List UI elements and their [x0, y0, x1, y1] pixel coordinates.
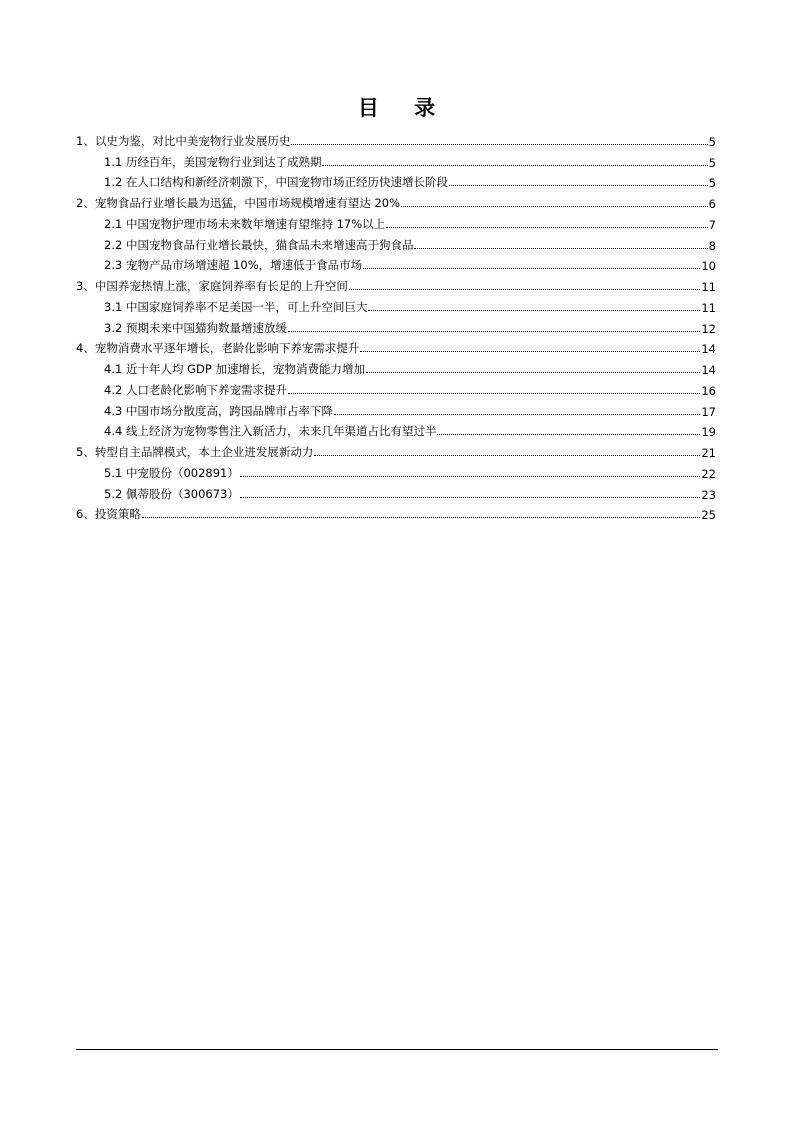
toc-entry-5-1[interactable] — [76, 462, 716, 483]
toc-leader-dots — [288, 393, 700, 394]
toc-entry-label: 5.2 佩蒂股份（300673） — [104, 486, 239, 501]
toc-entry-2-3[interactable] — [76, 255, 716, 276]
toc-leader-dots — [360, 351, 700, 352]
toc-entry-4-4[interactable] — [76, 421, 716, 442]
toc-entry-page: 21 — [701, 446, 716, 460]
toc-entry-5[interactable] — [76, 441, 716, 462]
toc-entry-page: 12 — [701, 321, 716, 336]
page-title: 目 录 — [357, 96, 450, 120]
toc-entry-label: 4.2 人口老龄化影响下养宠需求提升 — [104, 382, 287, 397]
toc-entry-label: 2.3 宠物产品市场增速超 10%，增速低于食品市场 — [104, 258, 363, 273]
toc-leader-dots — [142, 517, 701, 518]
toc-entry-page: 6 — [708, 197, 716, 211]
toc-leader-dots — [414, 248, 707, 249]
toc-entry-page: 11 — [701, 280, 716, 294]
toc-leader-dots — [240, 476, 701, 477]
toc-entry-label: 5、转型自主品牌模式，本土企业进发展新动力 — [76, 445, 314, 459]
toc-leader-dots — [240, 497, 701, 498]
toc-entry-2-1[interactable] — [76, 213, 716, 234]
toc-entry-page: 5 — [708, 134, 716, 149]
table-of-contents — [76, 130, 716, 524]
toc-entry-label: 3.1 中国家庭饲养率不足美国一半，可上升空间巨大 — [104, 299, 368, 314]
toc-entry-4-1[interactable] — [76, 358, 716, 379]
toc-leader-dots — [363, 268, 700, 269]
toc-entry-page: 11 — [701, 300, 716, 315]
toc-leader-dots — [314, 455, 700, 456]
toc-leader-dots — [449, 185, 708, 186]
toc-entry-label: 1、以史为鉴，对比中美宠物行业发展历史 — [76, 133, 291, 148]
toc-entry-6[interactable] — [76, 504, 716, 525]
toc-entry-label: 4.1 近十年人均 GDP 加速增长，宠物消费能力增加 — [104, 362, 365, 376]
footer-divider — [76, 1049, 718, 1050]
toc-entry-1[interactable] — [76, 130, 716, 151]
toc-entry-page: 8 — [708, 238, 716, 253]
toc-entry-3-2[interactable] — [76, 317, 716, 338]
toc-entry-page: 16 — [701, 383, 716, 398]
toc-entry-page: 10 — [701, 259, 716, 274]
toc-entry-label: 1.2 在人口结构和新经济刺激下，中国宠物市场正经历快速增长阶段 — [104, 175, 448, 190]
toc-leader-dots — [322, 165, 707, 166]
toc-entry-4-2[interactable] — [76, 379, 716, 400]
toc-entry-page: 23 — [701, 487, 716, 502]
toc-entry-label: 5.1 中宠股份（002891） — [104, 465, 239, 480]
toc-leader-dots — [368, 310, 700, 311]
toc-leader-dots — [437, 434, 700, 435]
toc-leader-dots — [288, 331, 700, 332]
toc-entry-label: 2.1 中国宠物护理市场未来数年增速有望维持 17%以上 — [104, 216, 386, 231]
toc-leader-dots — [386, 227, 708, 228]
toc-entry-label: 4.4 线上经济为宠物零售注入新活力，未来几年渠道占比有望过半 — [104, 424, 437, 439]
toc-entry-1-1[interactable] — [76, 151, 716, 172]
toc-leader-dots — [366, 372, 700, 373]
toc-entry-label: 4.3 中国市场分散度高，跨国品牌市占率下降 — [104, 403, 333, 418]
toc-entry-5-2[interactable] — [76, 483, 716, 504]
toc-entry-page: 5 — [708, 176, 716, 191]
toc-entry-page: 17 — [701, 404, 716, 419]
toc-entry-4[interactable] — [76, 338, 716, 359]
toc-entry-page: 5 — [708, 155, 716, 170]
toc-entry-page: 25 — [701, 508, 716, 523]
toc-entry-page: 14 — [701, 342, 716, 357]
toc-entry-1-2[interactable] — [76, 172, 716, 193]
toc-entry-page: 22 — [701, 466, 716, 481]
toc-leader-dots — [291, 144, 707, 145]
toc-entry-3-1[interactable] — [76, 296, 716, 317]
toc-entry-label: 3.2 预期未来中国猫狗数量增速放缓 — [104, 320, 287, 335]
toc-entry-page: 7 — [708, 217, 716, 232]
toc-entry-label: 2、宠物食品行业增长最为迅猛，中国市场规模增速有望达 20% — [76, 196, 401, 210]
toc-entry-4-3[interactable] — [76, 400, 716, 421]
toc-leader-dots — [334, 414, 700, 415]
toc-entry-label: 3、中国养宠热情上涨，家庭饲养率有长足的上升空间 — [76, 279, 348, 293]
toc-entry-2-2[interactable] — [76, 234, 716, 255]
toc-entry-label: 2.2 中国宠物食品行业增长最快，猫食品未来增速高于狗食品 — [104, 237, 414, 252]
toc-entry-2[interactable] — [76, 192, 716, 213]
toc-entry-label: 6、投资策略 — [76, 507, 141, 522]
toc-entry-label: 1.1 历经百年，美国宠物行业到达了成熟期 — [104, 154, 322, 169]
toc-leader-dots — [401, 206, 708, 207]
toc-leader-dots — [349, 289, 701, 290]
toc-entry-page: 14 — [701, 363, 716, 377]
toc-entry-label: 4、宠物消费水平逐年增长，老龄化影响下养宠需求提升 — [76, 341, 360, 356]
toc-entry-page: 19 — [701, 425, 716, 440]
toc-entry-3[interactable] — [76, 275, 716, 296]
